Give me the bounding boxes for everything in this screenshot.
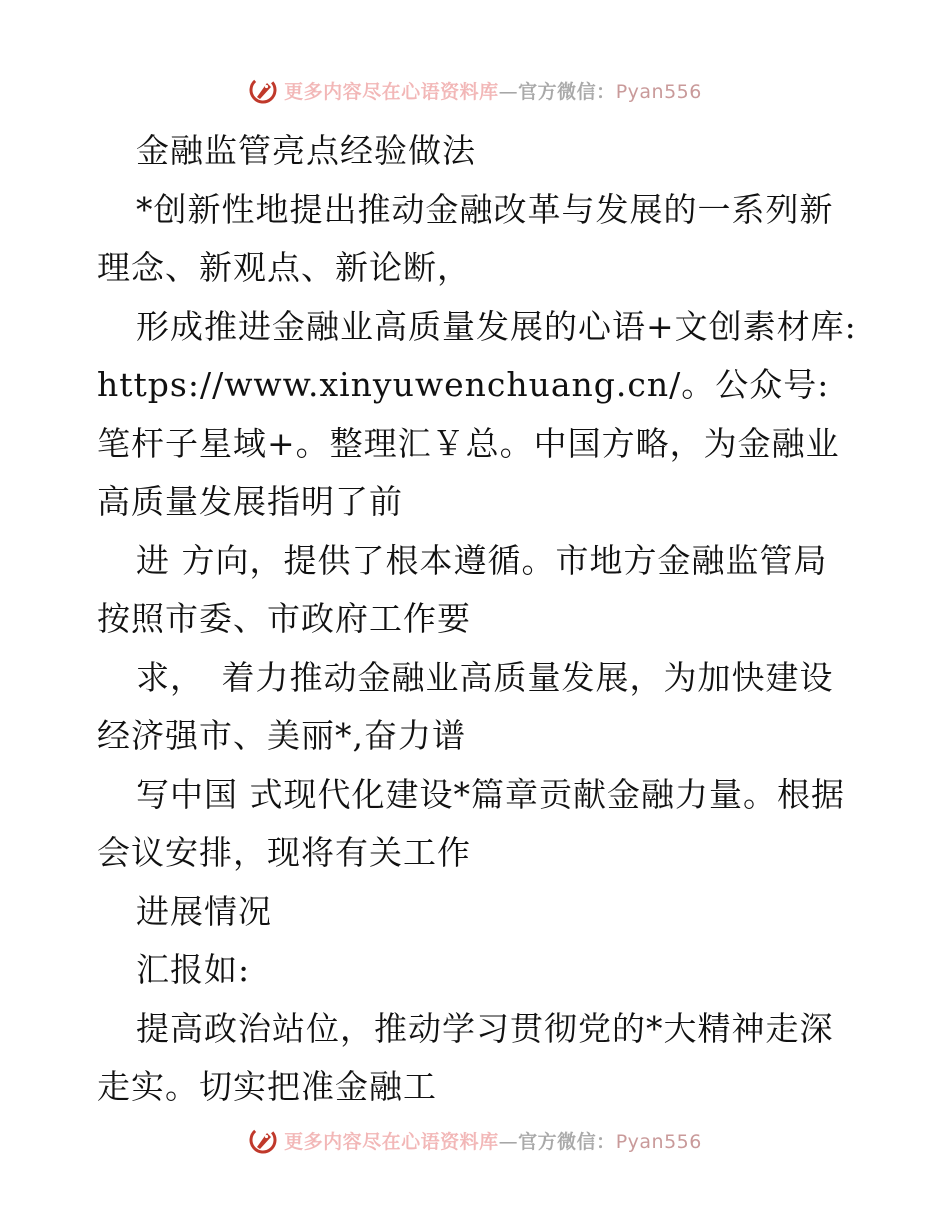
footer-watermark [0,1118,950,1162]
watermark-text [284,77,702,104]
pen-nib-logo-icon [248,75,278,105]
watermark-wechat-label: 官方微信： [518,80,616,103]
document-title: 金融监管亮点经验做法 [136,131,476,170]
document-body [97,122,857,1117]
watermark-dash: — [498,80,519,103]
paragraph: 写中国 式现代化建设*篇章贡献金融力量。根据会议安排，现将有关工作 [97,774,845,872]
watermark-wechat-id: Pyan556 [615,1130,702,1153]
pen-nib-logo-icon [248,1125,278,1155]
watermark-dash: — [498,1130,519,1153]
paragraph: 求， 着力推动金融业高质量发展，为加快建设经济强市、美丽*,奋力谱 [97,657,834,755]
watermark-main: 更多内容尽在心语资料库 [284,80,499,103]
paragraph: 进 方向，提供了根本遵循。市地方金融监管局按照市委、市政府工作要 [97,540,828,638]
paragraph: 提高政治站位，推动学习贯彻党的*大精神走深走实。切实把准金融工 [97,1008,834,1106]
paragraph: 形成推进金融业高质量发展的心语+文创素材库: https://www.xinyuwenchuang.cn/。公众号: 笔杆子星域+。整理汇￥总。中国方略，为金融业高质量发展指明了前 [97,306,857,521]
watermark-text [284,1127,702,1154]
paragraph: 进展情况 [136,891,272,931]
paragraph: *创新性地提出推动金融改革与发展的一系列新理念、新观点、新论断， [97,189,834,287]
watermark-main: 更多内容尽在心语资料库 [284,1130,499,1153]
watermark-wechat-id: Pyan556 [615,80,702,103]
header-watermark [0,68,950,112]
watermark-wechat-label: 官方微信： [518,1130,616,1153]
paragraph: 汇报如: [136,950,251,989]
